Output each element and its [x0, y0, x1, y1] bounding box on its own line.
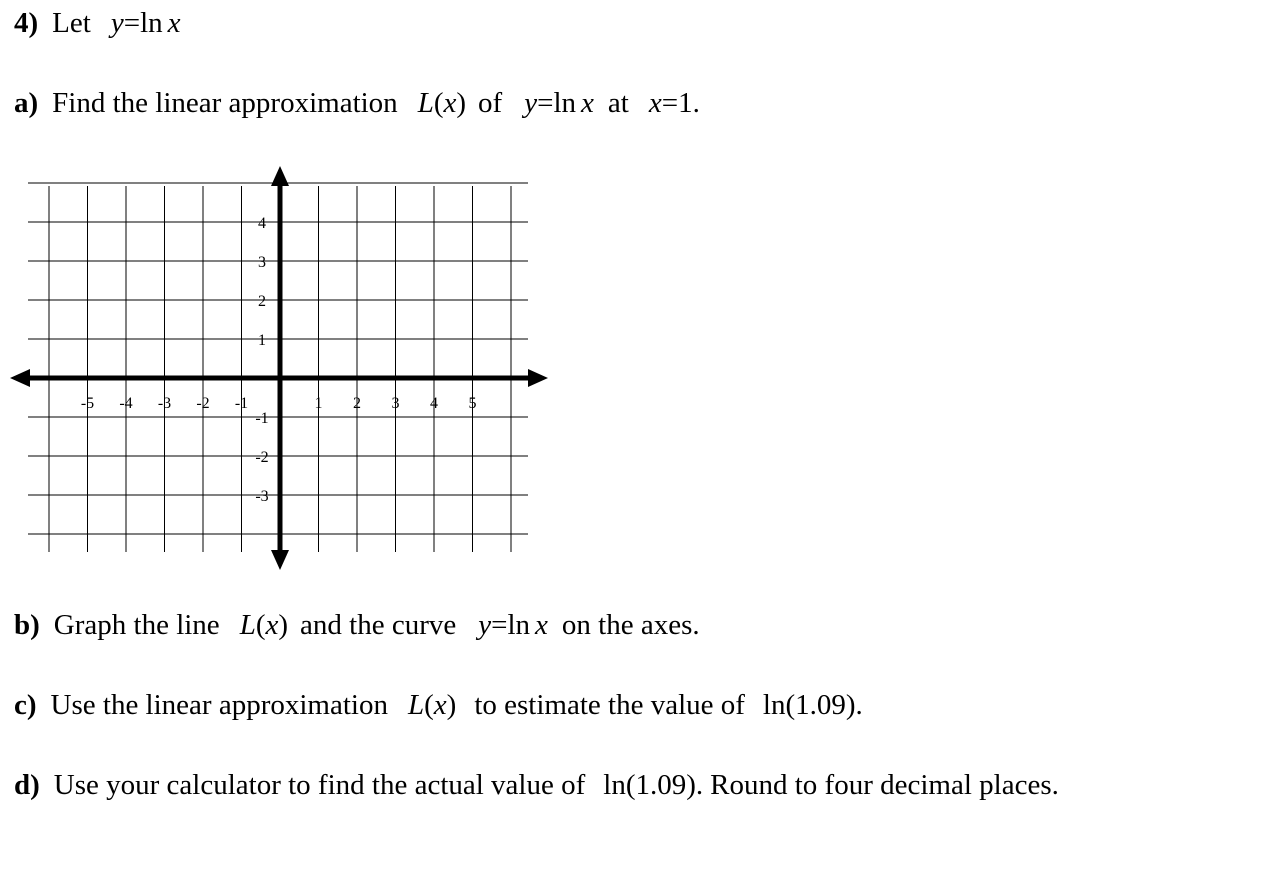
x-tick-label: -4 [119, 395, 133, 412]
part-b-paren-open: ( [255, 609, 266, 641]
problem-number: 4) [14, 7, 39, 39]
part-a-paren-close: ) [456, 87, 467, 119]
part-c-paren-open: ( [424, 689, 434, 721]
y-tick-label: 3 [258, 254, 266, 271]
x-tick-label: 1 [314, 395, 323, 412]
part-b-L: L [239, 609, 256, 641]
part-a-point-val: 1. [678, 87, 700, 119]
part-c-paren-close: ) [446, 689, 457, 721]
part-a-label: a) [14, 87, 39, 119]
part-c [14, 688, 863, 722]
part-a-point-eq: = [661, 87, 679, 119]
part-b-Lx-x: x [265, 609, 279, 641]
part-a-Lx-x: x [443, 87, 457, 119]
part-d-label: d) [14, 769, 40, 801]
part-d-text1: Use your calculator to find the actual value of [53, 769, 586, 801]
part-a-fn-x: x [581, 87, 594, 119]
problem-title [14, 6, 181, 40]
function-y: y [110, 7, 124, 39]
part-c-L: L [407, 689, 425, 721]
x-tick-label: 4 [430, 395, 438, 412]
x-tick-label: -3 [157, 395, 172, 412]
let-word: Let [52, 7, 91, 39]
part-a-of: of [478, 87, 503, 119]
axes [10, 166, 548, 570]
part-b-text1: Graph the line [53, 609, 220, 641]
part-a-point-x: x [648, 87, 662, 119]
part-c-text1: Use the linear approximation [50, 689, 388, 721]
part-c-Lx-x: x [433, 689, 447, 721]
x-tick-label: -2 [196, 395, 210, 412]
part-c-label: c) [14, 689, 37, 721]
x-axis-arrow-right [528, 369, 548, 387]
y-tick-label: 1 [258, 332, 266, 349]
y-axis-arrow-up [271, 166, 289, 186]
part-b-fn-x: x [535, 609, 548, 641]
coordinate-grid [0, 160, 560, 580]
part-c-text2: to estimate the value of [474, 689, 745, 721]
function-ln: ln [140, 7, 163, 39]
part-b [14, 608, 700, 642]
y-tick-label: 2 [258, 293, 266, 310]
x-tick-label: -5 [80, 395, 95, 412]
y-tick-label: -2 [255, 449, 269, 466]
part-b-text3: on the axes. [561, 609, 700, 641]
part-a-L: L [417, 87, 434, 119]
y-tick-label: -3 [255, 488, 269, 505]
x-tick-label: 5 [468, 395, 477, 412]
part-c-expr: ln(1.09). [762, 689, 863, 721]
part-b-fn-y: y [478, 609, 492, 641]
part-a-fn-y: y [524, 87, 538, 119]
function-x: x [167, 7, 181, 39]
x-tick-label: 3 [391, 395, 400, 412]
y-axis-arrow-down [271, 550, 289, 570]
function-eq: = [123, 7, 141, 39]
part-a-at: at [607, 87, 629, 119]
x-axis-arrow-left [10, 369, 30, 387]
y-tick-label: 4 [258, 215, 266, 232]
part-a-paren-open: ( [433, 87, 444, 119]
part-d-text2: Round to four decimal places. [710, 769, 1059, 801]
part-d-expr: ln(1.09). [603, 769, 704, 801]
part-a-text: Find the linear approximation [52, 87, 398, 119]
part-a [14, 86, 700, 120]
x-tick-label: 2 [353, 395, 361, 412]
part-b-fn-eq: = [491, 609, 508, 641]
y-tick-label: -1 [255, 410, 269, 427]
part-b-paren-close: ) [278, 609, 289, 641]
x-tick-label: -1 [234, 395, 249, 412]
part-b-fn-ln: ln [507, 609, 531, 641]
part-a-fn-eq: = [537, 87, 554, 119]
part-a-fn-ln: ln [553, 87, 577, 119]
part-d [14, 768, 1059, 802]
part-b-text2: and the curve [300, 609, 457, 641]
part-b-label: b) [14, 609, 40, 641]
